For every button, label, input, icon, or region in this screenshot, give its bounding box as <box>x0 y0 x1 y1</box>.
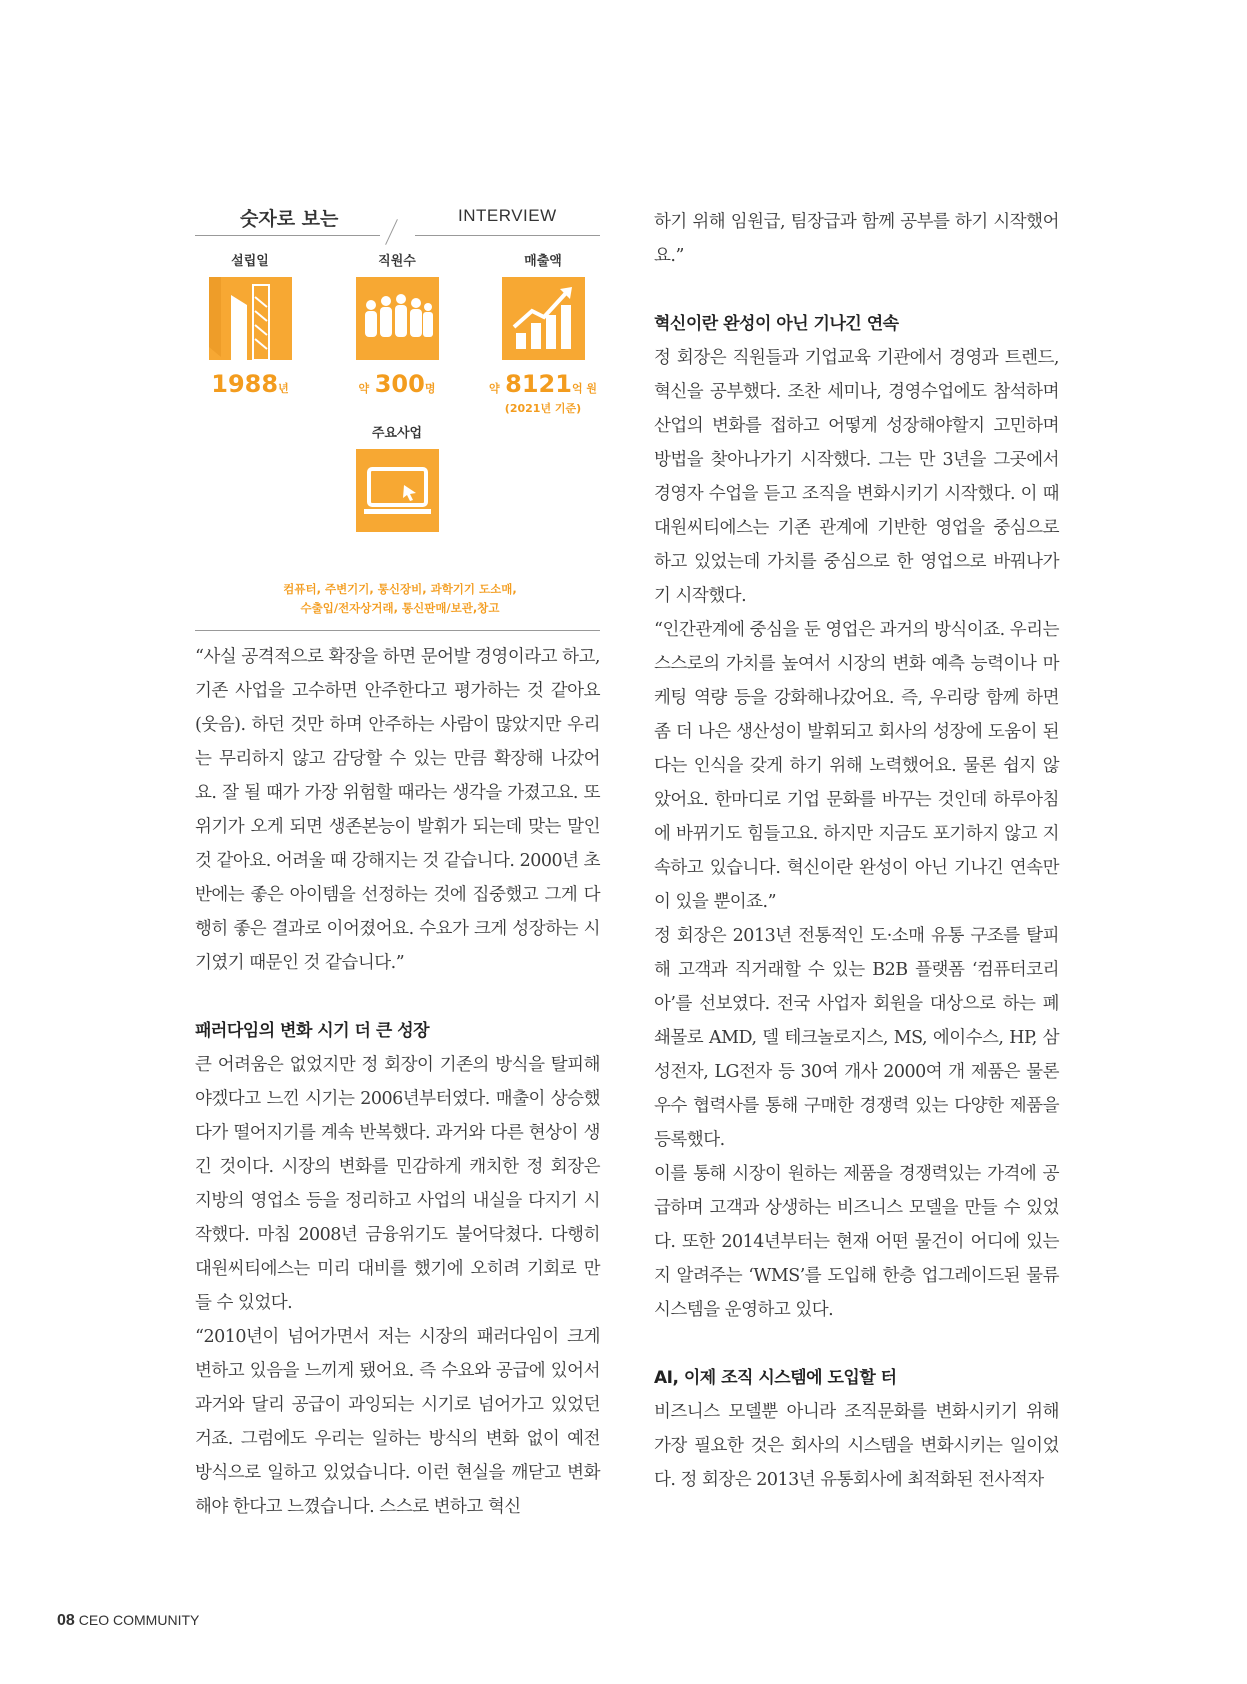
stat-value: 1988년 <box>211 370 289 398</box>
stat-value: 약 300명 <box>358 370 436 398</box>
infographic-interview-label: INTERVIEW <box>458 206 557 225</box>
business-label: 주요사업 <box>371 426 423 441</box>
business-description: 컴퓨터, 주변기기, 통신장비, 과학기기 도소매, 수출입/전자상거래, 통신판매/보관,창고 <box>283 582 517 615</box>
divider <box>195 235 380 236</box>
stat-label: 매출액 <box>524 254 562 269</box>
body-paragraph: 비즈니스 모델뿐 아니라 조직문화를 변화시키기 위해 가장 필요한 것은 회사의 시스템을 변화시키는 일이었다. 정 회장은 2013년 유통회사에 최적화된 전사적자 <box>654 1402 1059 1490</box>
left-text <box>195 640 600 1524</box>
section-heading: AI, 이제 조직 시스템에 도입할 터 <box>654 1368 897 1388</box>
stat-revenue <box>468 250 618 416</box>
body-paragraph: 큰 어려움은 없었지만 정 회장이 기존의 방식을 탈피해야겠다고 느낀 시기는 2006년부터였다. 매출이 상승했다가 떨어지기를 계속 반복했다. 과거와 다른 현상이 생긴 것이다. 시장의 변화를 민감하게 캐치한 정 회장은 지방의 영업소 등을 정리하고 사업의 내실을 다지기 시작했다. 마침 2008년 금융위기도 불어닥쳤다. 다행히 대원씨티에스는 미리 대비를 했기에 오히려 기회로 만들 수 있었다. <box>195 1055 600 1313</box>
quote-paragraph: 하기 위해 임원급, 팀장급과 함께 공부를 하기 시작했어요.” <box>654 212 1059 266</box>
body-paragraph: 이를 통해 시장이 원하는 제품을 경쟁력있는 가격에 공급하며 고객과 상생하는 비즈니스 모델을 만들 수 있었다. 또한 2014년부터는 현재 어떤 물건이 어디에 있는지 알려주는 ‘WMS’를 도입해 한층 업그레이드된 물류시스템을 운영하고 있다. <box>654 1164 1059 1320</box>
main-business <box>322 422 472 532</box>
growth-chart-icon <box>502 277 585 360</box>
building-icon <box>209 277 292 360</box>
stat-label: 설립일 <box>231 254 269 269</box>
body-paragraph: 정 회장은 직원들과 기업교육 기관에서 경영과 트렌드, 혁신을 공부했다. 조찬 세미나, 경영수업에도 참석하며 산업의 변화를 접하고 어떻게 성장해야할지 고민하며 방법을 찾아나가기 시작했다. 그는 만 3년을 그곳에서 경영자 수업을 듣고 조직을 변화시키기 시작했다. 이 때 대원씨티에스는 기존 관계에 기반한 영업을 중심으로 하고 있었는데 가치를 중심으로 한 영업으로 바꿔나가기 시작했다. <box>654 348 1059 606</box>
stat-label: 직원수 <box>378 254 416 269</box>
left-column <box>195 200 600 1524</box>
quote-paragraph: “2010년이 넘어가면서 저는 시장의 패러다임이 크게 변하고 있음을 느끼게 됐어요. 즉 수요와 공급에 있어서 과거와 달리 공급이 과잉되는 시기로 넘어가고 있었던 거죠. 그럼에도 우리는 일하는 방식의 변화 없이 예전 방식으로 일하고 있었습니다. 이런 현실을 깨닫고 변화해야 한다고 느꼈습니다. 스스로 변하고 혁신 <box>195 1327 600 1517</box>
page-footer <box>57 1612 199 1630</box>
laptop-icon <box>356 449 439 532</box>
magazine-name: CEO COMMUNITY <box>78 1612 200 1628</box>
section-heading: 혁신이란 완성이 아닌 기나긴 연속 <box>654 314 899 334</box>
infographic <box>195 240 600 640</box>
quote-paragraph: “인간관계에 중심을 둔 영업은 과거의 방식이죠. 우리는 스스로의 가치를 높여서 시장의 변화 예측 능력이나 마케팅 역량 등을 강화해나갔어요. 즉, 우리랑 함께 하면 좀 더 나은 생산성이 발휘되고 회사의 성장에 도움이 된다는 인식을 갖게 하기 위해 노력했어요. 물론 쉽지 않았어요. 한마디로 기업 문화를 바꾸는 것인데 하루아침에 바뀌기도 힘들고요. 하지만 지금도 포기하지 않고 지속하고 있습니다. 혁신이란 완성이 아닌 기나긴 연속만이 있을 뿐이죠.” <box>654 620 1059 912</box>
infographic-header <box>195 200 600 240</box>
stat-value: 약 8121억 원 <box>488 370 598 398</box>
stat-employees <box>322 250 472 398</box>
infographic-title: 숫자로 보는 <box>240 208 339 230</box>
body-paragraph: 정 회장은 2013년 전통적인 도·소매 유통 구조를 탈피해 고객과 직거래할 수 있는 B2B 플랫폼 ‘컴퓨터코리아’를 선보였다. 전국 사업자 회원을 대상으로 하는 폐쇄몰로 AMD, 델 테크놀로지스, MS, 에이수스, HP, 삼성전자, LG전자 등 30여 개사 2000여 개 제품은 물론 우수 협력사를 통해 구매한 경쟁력 있는 다양한 제품을 등록했다. <box>654 926 1059 1150</box>
section-heading: 패러다임의 변화 시기 더 큰 성장 <box>195 1021 430 1041</box>
stat-founded <box>175 250 325 398</box>
divider <box>415 235 600 236</box>
people-icon <box>356 277 439 360</box>
divider <box>195 630 600 631</box>
stat-note: (2021년 기준) <box>504 402 582 415</box>
right-column <box>654 205 1059 1497</box>
quote-paragraph: “사실 공격적으로 확장을 하면 문어발 경영이라고 하고, 기존 사업을 고수하면 안주한다고 평가하는 것 같아요(웃음). 하던 것만 하며 안주하는 사람이 많았지만 우리는 무리하지 않고 감당할 수 있는 만큼 확장해 나갔어요. 잘 될 때가 가장 위험할 때라는 생각을 가졌고요. 또 위기가 오게 되면 생존본능이 발휘가 되는데 맞는 말인 것 같아요. 어려울 때 강해지는 것 같습니다. 2000년 초반에는 좋은 아이템을 선정하는 것에 집중했고 그게 다행히 좋은 결과로 이어졌어요. 수요가 크게 성장하는 시기였기 때문인 것 같습니다.” <box>195 647 600 973</box>
page-number: 08 <box>57 1612 75 1629</box>
